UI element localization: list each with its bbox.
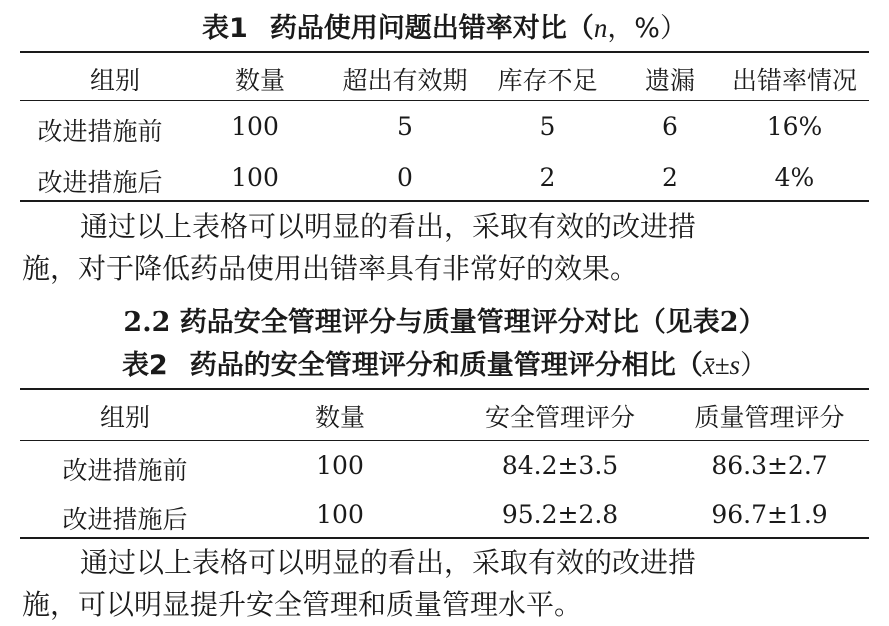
table1-header-count: 数量 bbox=[234, 66, 285, 95]
table1-header-expired: 超出有效期 bbox=[342, 66, 468, 95]
table-cell: 100 bbox=[316, 451, 364, 480]
table-cell: 改进措施后 bbox=[37, 168, 163, 197]
paragraph-1 bbox=[22, 206, 870, 290]
table-cell: 改进措施前 bbox=[62, 456, 188, 485]
table-cell: 6 bbox=[662, 112, 678, 141]
table1-caption-tail: ，%） bbox=[607, 13, 687, 44]
table-cell: 100 bbox=[231, 163, 279, 192]
table2-caption-tail: ） bbox=[740, 350, 768, 381]
table1-header-stock: 库存不足 bbox=[497, 66, 598, 95]
table-cell: 4% bbox=[774, 163, 815, 192]
table-cell: 5 bbox=[397, 112, 413, 141]
table-cell: 2 bbox=[539, 163, 556, 192]
table1-header-omission: 遗漏 bbox=[644, 66, 695, 95]
paragraph-1-line-1: 通过以上表格可以明显的看出，采取有效的改进措 bbox=[80, 210, 697, 243]
table2-bottom-rule bbox=[20, 537, 869, 539]
table2-header-count: 数量 bbox=[314, 403, 365, 432]
table2-caption-number: 表2 bbox=[121, 350, 168, 381]
table1-caption bbox=[0, 6, 889, 45]
table-cell: 5 bbox=[539, 112, 556, 141]
table2-header-group: 组别 bbox=[99, 403, 150, 432]
table1-header-group: 组别 bbox=[89, 66, 140, 95]
table2-top-rule bbox=[20, 388, 869, 390]
table1-bottom-rule bbox=[20, 200, 869, 202]
table-cell: 100 bbox=[231, 112, 279, 141]
table2-caption-text: 药品的安全管理评分和质量管理评分相比（ bbox=[189, 350, 703, 381]
table-cell: 95.2±2.8 bbox=[501, 500, 619, 529]
paragraph-2 bbox=[22, 542, 870, 626]
table1-caption-text: 药品使用问题出错率对比（ bbox=[269, 13, 594, 44]
table-cell: 2 bbox=[662, 163, 678, 192]
table2-mid-rule bbox=[20, 440, 869, 441]
table-cell: 改进措施后 bbox=[62, 505, 188, 534]
table-cell: 84.2±3.5 bbox=[501, 451, 619, 480]
table-cell: 86.3±2.7 bbox=[711, 451, 828, 480]
paragraph-2-line-2: 施，可以明显提升安全管理和质量管理水平。 bbox=[22, 588, 583, 621]
table1-mid-rule bbox=[20, 100, 869, 101]
table1-caption-n: n bbox=[593, 13, 608, 43]
paragraph-1-line-2: 施，对于降低药品使用出错率具有非常好的效果。 bbox=[22, 252, 639, 285]
table2-header-quality: 质量管理评分 bbox=[694, 403, 845, 432]
section-heading: 2.2 药品安全管理评分与质量管理评分对比（见表2） bbox=[123, 307, 766, 338]
table-cell: 改进措施前 bbox=[37, 117, 163, 146]
table-cell: 16% bbox=[766, 112, 823, 141]
table-cell: 96.7±1.9 bbox=[711, 500, 828, 529]
table2-caption bbox=[0, 343, 889, 382]
table1-caption-number: 表1 bbox=[202, 13, 248, 44]
table-cell: 100 bbox=[316, 500, 364, 529]
paragraph-2-line-1: 通过以上表格可以明显的看出，采取有效的改进措 bbox=[80, 546, 697, 579]
table1-header-error-rate: 出错率情况 bbox=[731, 66, 857, 95]
table1-top-rule bbox=[20, 51, 869, 53]
table-cell: 0 bbox=[397, 163, 413, 192]
table2-header-safety: 安全管理评分 bbox=[484, 403, 635, 432]
table2-caption-stat: x̄±s bbox=[702, 350, 741, 380]
